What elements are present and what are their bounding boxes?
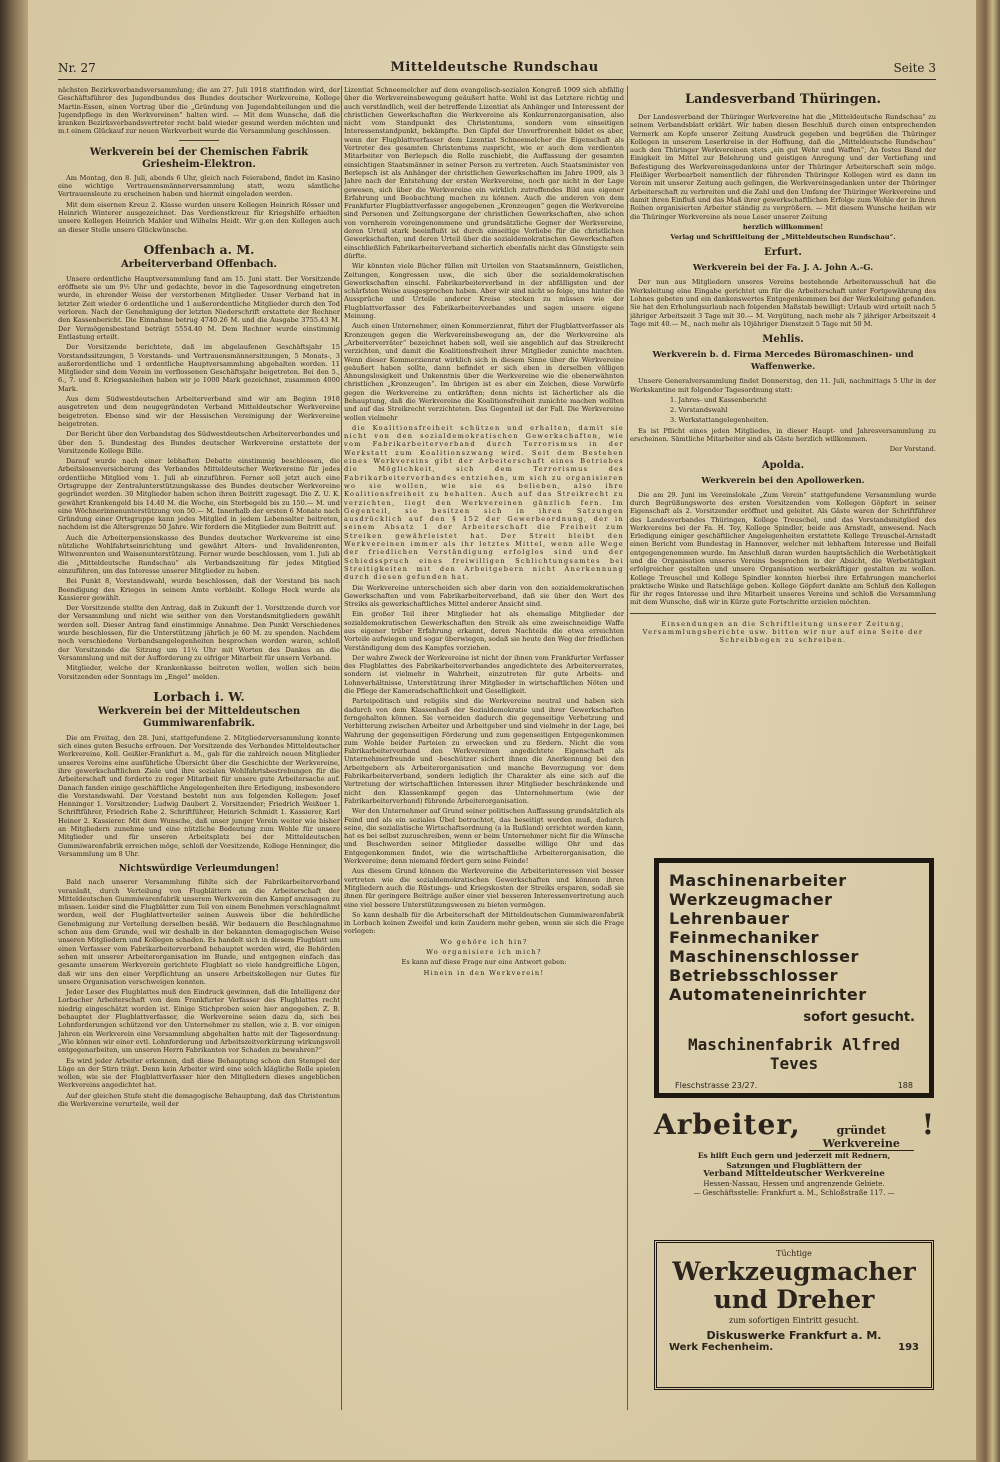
paragraph: Unsere ordentliche Hauptversammlung fand am 15. Juni statt. Der Vorsitzende eröffnete sie um 9½ Uhr und gedachte, bevor in die Tagesordnung eingetreten wurde, in ehrender Weise der verstorbenen Mitglieder. Unser Verband hat in letzter Zeit wieder 6 ordentliche und 1 außerordentliche Mitglieder durch den Tod verloren. Nach der Genehmigung der letzten Niederschrift erstattete der Rechner den Kassenbericht. Die Einnahme betrug 4740.26 M. und die Ausgabe 3755.43 M. Der Vermögensbestand beträgt 5554.40 M. Dem Rechner wurde einstimmig Entlastung erteilt. (58, 274, 340, 341)
ad-number: 188 (897, 1081, 913, 1090)
ad-line: — Geschäftsstelle: Frankfurt a. M., Schloßstraße 117. — (693, 1188, 895, 1197)
question-3: Es kann auf diese Frage nur eine Antwort geben: (401, 958, 567, 967)
page-label: Seite 3 (893, 60, 936, 75)
job-title: Betriebsschlosser (669, 966, 839, 985)
ad-line: Verband Mitteldeutscher Werkvereine (703, 1169, 885, 1179)
agenda-item: 3. Werkstattangelegenheiten. (670, 416, 769, 425)
paragraph: Auch die Arbeiterpensionskasse des Bundes deutscher Werkvereine ist eine nützliche Wohlfahrtseinrichtung und gewährt Alters- und Invalidenrenten, Witwenrenten und Waisenunterstützung. Ferner wurde beschlossen, vom 1. Juli ab die „Mitteldeutsche Rundschau“ als Verbandszeitung für jedes Mitglied einzuführen, um das Interesse unserer Mitglieder zu heben. (58, 533, 340, 575)
paragraph: Der wahre Zweck der Werkvereine ist nicht der ihnen vom Frankfurter Verfasser des Flugblattes des Fabrikarbeiterverbandes angedichtete des Arbeiterverrates, sondern ist vielmehr in Wahrheit, einzutreten für gute Arbeits- und Lohnverhältnisse, Unterstützung ihrer Mitglieder in wirtschaftlichen Nöten und die Pflege der Kameradschaftlichkeit und Geselligkeit. (344, 653, 624, 696)
subheading-mercedes: Werkverein b. d. Firma Mercedes Büromaschinen- und Waffenwerke. (652, 350, 914, 373)
running-head (58, 58, 936, 80)
address-row (669, 1081, 919, 1090)
page-number: Nr. 27 (58, 60, 96, 75)
heading-lorbach: Lorbach i. W. (153, 688, 245, 704)
paragraph: Es ist Pflicht eines jeden Mitgliedes, in dieser Haupt- und Jahresversammlung zu erscheinen. Sämtliche Mitarbeiter sind als Gäste herzlich willkommen. (630, 426, 936, 444)
job-title: Lehrenbauer (669, 909, 790, 928)
job-title: Werkzeugmacher (669, 890, 833, 909)
heading-erfurt: Erfurt. (764, 247, 802, 259)
paragraph: Der Bericht über den Verbandstag des Südwestdeutschen Arbeiterverbandes und über den 5. Bundestag des Bundes deutscher Werkvereine erstattete der Vorsitzende Kollege Bille. (58, 430, 340, 455)
paragraph: Ein großer Teil ihrer Mitglieder hat als ehemalige Mitglieder der sozialdemokratischen Gewerkschaften den Streik als eine zweischneidige Waffe aus eigener trüber Erfahrung erkannt, deren Nachteile die etwa erreichten Vorteile aufwiegen und sogar überwiegen, sodaß sie heute den Weg der friedlichen Verständigung dem des Kampfes vorziehen. (344, 610, 624, 652)
headline-gruendet: gründet Werkvereine (809, 1124, 914, 1151)
paragraph: Jeder Leser des Flugblattes muß den Eindruck gewinnen, daß die Intelligenz der Lorbacher Arbeiterschaft von dem Frankfurter Verfasser des Flugblattes recht niedrig eingeschätzt worden ist. Einige Stichproben seien hier angegeben. Z. B. behauptet der Flugblattverfasser, die Werkvereine seien dazu da, sich bei Lohnforderungen schützend vor den Unternehmer zu stellen, wie z. B. vor einigen Jahren ein Werkverein eine Versammlung abgehalten hatte mit der Tagesordnung: „Wie können wir einer evtl. Lohnforderung und Arbeitszeitverkürzung wirkungsvoll entgegenarbeiten, um unseren Herrn Fabrikanten vor Schaden zu bewahren?“ (58, 988, 340, 1055)
paragraph: Darauf wurde nach einer lebhaften Debatte einstimmig beschlossen, die Arbeitslosenversicherung des Verbandes Mitteldeutscher Werkvereine für jedes ordentliche Mitglied vom 1. Juli ab einzuführen. Ferner soll jetzt auch eine Ortsgruppe der Zentralunterstützungskasse des Bundes deutscher Werkvereine gegründet werden. 30 Mitglieder haben schon ihren Beitritt zugesagt. Die Z. U. K. gewährt Krankengeld bis 14.40 M. die Woche, ein Sterbegeld bis zu 150.— M. und eine Wöchnerinnenunterstützung von 50.— M. Innerhalb der ersten 6 Monate nach Gründung einer Ortsgruppe kann jedes Mitglied in jedem Lebensalter beitreten, nachdem ist die Altersgrenze 50 Jahre. Wir fordern die Mitglieder zum Beitritt auf. (58, 457, 340, 532)
newspaper-page (28, 0, 976, 1462)
paragraph: Es wird jeder Arbeiter erkennen, daß diese Behauptung schon den Stempel der Lüge an der Stirn trägt. Denn kein Arbeiter wird eine solch klägliche Rolle spielen wollen, wie sie der Flugblattverfasser hier den Mitgliedern dieses angeblichen Werkvereins angedichtet hat. (58, 1056, 340, 1090)
editorial-notice: Einsendungen an die Schriftleitung unserer Zeitung, Versammlungsberichte usw. bitten wir nur auf eine Seite der Schreibbogen zu schreiben. (642, 619, 924, 645)
paragraph: Die am Freitag, den 28. Juni, stattgefundene 2. Mitgliederversammlung konnte sich eines guten Besuchs erfreuen. Der Vorsitzende des Verbandes Mitteldeutscher Werkvereine, Koll. Geißler-Frankfurt a. M., gab für die zahlreich neuen Mitglieder unseres Vereins eine ausführliche Übersicht über die Geschichte der Werkvereine, ihre gewerkschaftlichen Ziele und ihre sozialen Wohlfahrtsbestrebungen für die Arbeiterschaft und forderte zu reger Mitarbeit für unsere gute Arbeitersache auf. Danach fanden einige geschäftliche Angelegenheiten ihre Erledigung, insbesondere die Vorstandswahl. Der Vorstand besteht nun aus folgenden Kollegen: Josef Henninger 1. Vorsitzender; Ludwig Daubert 2. Vorsitzender; Friedrich Weißner 1. Schriftführer, Friedrich Rabe 2. Schriftführer, Heinrich Schmidt 1. Kassierer, Karl Heiner 2. Kassierer. Mit dem Wunsche, daß unser junger Verein weiter wie bisher an Mitgliedern zunehme und eine nützliche Bedeutung zum Wohle für unsere Mitglieder und für unseren Arbeitsplatz bei der Mitteldeutschen Gummiwarenfabrik erreichen möge, schloß der Vorsitzende, Kollege Henninger, die Versammlung um 8 Uhr. (58, 733, 340, 858)
job-title: Maschinenschlosser (669, 947, 859, 966)
headline-exclamation: ! (921, 1108, 934, 1141)
signature: Verlag und Schriftleitung der „Mitteldeutschen Rundschau“. (670, 233, 896, 242)
question-2: Wo organisiere ich mich? (426, 947, 542, 956)
signature: Der Vorstand. (889, 445, 936, 454)
answer: Hinein in den Werkverein! (423, 968, 545, 977)
headline-arbeiter: Arbeiter, (654, 1108, 801, 1141)
works-location: Werk Fechenheim. (669, 1342, 774, 1353)
advertisement-diskuswerke (654, 1240, 934, 1390)
paragraph: Die am 29. Juni im Vereinslokale „Zum Verein“ stattgefundene Versammlung wurde durch Begrüßungsworte des ersten Vorsitzenden vom Kollegen Göpfert in seiner Eigenschaft als 2. Vorsitzender eröffnet und geleitet. Als Gäste waren der Schriftführer des Landesverbandes Thüringen, Kollege Treuschel, und das Vorstandsmitglied des Werkvereins bei der Fa. H. Tey, Kollege Spindler, beide aus Arnstadt, anwesend. Nach Erledigung einiger geschäftlicher Angelegenheiten erstattete Kollege Treuschel-Arnstadt einen Bericht vom Bundestag in Hannover, welcher mit lebhaftem Interesse und Beifall entgegengenommen wurde. Im Anschluß daran wurden hauptsächlich die Werbetätigkeit und die Organisation unseres Vereins besprochen in der Absicht, die Werbetätigkeit erfolgreicher gestalten und unsere Organisation werbekräftiger gestalten zu wollen. Kollege Treuschel und Kollege Spindler konnten hierbei ihre Erfahrungen mancherlei praktische Winke und Ratschläge geben. Kollege Göpfert dankte am Schluß den Kollegen für ihr reges Interesse und ihre Mitarbeit unseres Vereins und schloß die Versammlung mit dem Wunsche, daß wir in Kürze gute Fortschritte erzielen möchten. (630, 490, 936, 607)
article-continuation: nächsten Bezirksverbandsversammlung; die am 27. Juli 1918 stattfinden wird, der Geschäftsführer des Jugendbundes des Bundes deutscher Werkvereine, Kollege Martin-Essen, einen Vortrag über die „Gründung von Jugendabteilungen und die Jugendpflege in den Werkvereinen“ halten wird. — Mit dem Wunsche, daß die kranken Bezirksverbandsvertreter recht bald wieder gesund werden möchten und m.t einem Glückauf zur neuen Werkverbeit wurde die Versammlung geschlossen. (58, 86, 340, 136)
company-name: Diskuswerke Frankfurt a. M. (706, 1329, 882, 1342)
paragraph: Bei Punkt 8, Vorstandswahl, wurde beschlossen, daß der Vorstand bis nach Beendigung des Krieges in seinem Amte verbleibt. Kollege Heck wurde als Kassierer gewählt. (58, 577, 340, 602)
subheading-gummiwaren: Werkverein bei der Mitteldeutschen Gummiwarenfabrik. (97, 705, 301, 729)
paragraph: Der Vorsitzende stellte den Antrag, daß in Zukunft der 1. Vorsitzende durch vor der Versammlung und nicht wie seither von den Vorstandsmitgliedern gewählt werden soll. Dieser Antrag fand einstimmige Annahme. Den Punkt Verschiedenes wurde beschlossen, für die Unterstützung jährlich je 60 M. zu spenden. Nachdem noch verschiedene Verbandsangelegenheiten besprochen worden waren, schloß der Vorsitzende die Sitzung um 11¼ Uhr mit Worten des Dankes an die Versammlung und mit der Aufforderung zu eifriger Mitarbeit für unsern Verband. (58, 604, 340, 662)
paragraph: Die Werkvereine unterscheiden sich aber darin von den sozialdemokratischen Gewerkschaften und vom Fabrikarbeiterverband, daß sie über den Wert des Streiks als gewerkschaftliches Mittel anderer Ansicht sind. (344, 583, 624, 609)
ad-line: Es hilft Euch gern und jederzeit mit Rednern, (697, 1151, 891, 1160)
ad-headline (654, 1108, 934, 1151)
paragraph: Bald nach unserer Versammlung fühlte sich der Fabrikarbeiterverband veranlaßt, durch Verteilung von Flugblättern an die Arbeiterschaft der Mitteldeutschen Gummiwarenfabrik unserem Werkverein den Kampf anzusagen zu müssen. Leider sind die Flugblätter zum Teil von einem Benehmen verschlagnahmt worden, weil der Flugblattverteiler seinen Ausweis über die behördliche Genehmigung zur Verteilung derselben besäß. Wir bedauern die Beschlagnahme schon aus dem Grunde, weil wir deshalb in der bekannten demagogischen Weise unseren Mitgliedern und Kollegen schaden. Es handelt sich in diesem Flugblatt um einen Verfasser vom Fabrikarbeiterverband behauptet werden wird, die Behörden sehen mit unserer Arbeiterorganisation im Bunde, und entgegnen einfach das gesamte unserem Werkverein gerichtete Flugblatt so viele handgreifliche Lügen, daß wir uns den einer Verpflichtung an unsere Arbeitskollegen nur Gutes für unsere Organisation verschweigen konnten. (58, 878, 340, 986)
column-2 (344, 86, 624, 1410)
ad-headline: Werkzeugmacher (672, 1257, 916, 1286)
paragraph: Parteipolitisch und religiös sind die Werkvereine neutral und haben sich dadurch von dem Klassenhaß der Sozialdemokratie und ihrer Gewerkschaften ferngehalten können. Sie verneiden dadurch die gegenseitige Verhetzung und Verbitterung zwischen Arbeiter und Arbeitgeber und sind vielmehr in der Lage, bei Wahrung der gegenseitigen Förderung und zum gegenseitigen Entgegenkommen zum Wohle beider Parteien zu erwecken und zu fördern. Nicht die vom Fabrikarbeiterverband den Werkvereinen angedichtete Eigenschaft als Unternehmerfreunde und -beschützer sichert ihnen die Anerkennung bei den Arbeitgebern als Arbeiterorganisation und manche Bevorzugung vor dem Fabrikarbeiterverband, sondern lediglich ihr Charakter als eine sich auf die Vertretung der wirtschaftlichen Interessen ihrer Mitglieder beschränkende und nicht den Klassenkampf gegen das Unternehmertum (wie der Fabrikarbeiterverband) führende Arbeiterorganisation. (344, 697, 624, 805)
divider (179, 140, 219, 141)
ad-line: Hessen-Nassau, Hessen und angrenzende Gebiete. (703, 1179, 885, 1188)
address-row (663, 1342, 925, 1353)
paragraph: Der Landesverband der Thüringer Werkvereine hat die „Mitteldeutsche Rundschau“ zu seinem Verbandsblatt erklärt. Wir haben diesen Beschluß durch einen entsprechenden Vermerk am Kopfe unserer Zeitung Ausdruck gegeben und begrüßen die Thüringer Kollegen in unserem Leserkreise in der Hoffnung, daß die „Mitteldeutsche Rundschau“ auch den Thüringer Werkvereinen stets „ein gut Wehr und Waffen“, An festes Band der Einigkeit im Mittel zur Belehrung und geistigen Anregung und der Vertiefung und Befestigung des Werkvereinsgedankens unter der Thüringer Arbeiterschaft sein möge. Fleißiger Werbearbeit namentlich der führenden Thüringer Kollegen wird es dann im Verein mit unserer Zeitung auch gelingen, die Werkvereinsgedanken unter der Thüringer Arbeiterschaft zu verbreiten und die Zahl und den Umfang der Thüringer Werkvereine und damit ihren Einfluß und das Maß ihrer gewerkschaftlichen Erfolge zum Wohle der in ihren Reihen organisierten Arbeiter ständig zu vergrößern. — Mit diesem Wunsche heißen wir die Thüringer Werkvereine als neue Leser unserer Zeitung (630, 113, 936, 221)
paragraph: Auf der gleichen Stufe steht die demagogische Behauptung, daß das Christentum die Werkvereine verurteile, weil der (58, 1091, 340, 1108)
paragraph: Unsere Generalversammlung findet Donnerstag, den 11. Juli, nachmittags 5 Uhr in der Werkskantine mit folgender Tagesordnung statt: (630, 377, 936, 394)
company-name: Maschinenfabrik Alfred Teves (688, 1035, 900, 1073)
column-rule-2 (627, 86, 628, 1410)
ad-intro: Tüchtige (776, 1249, 812, 1258)
ad-number: 193 (898, 1342, 919, 1353)
paragraph: Der nun aus Mitgliedern unseres Vereins bestehende Arbeiterausschuß hat die Werksleitung eine Eingabe gerichtet um für die Arbeiterschaft unter Fortgewährung des Lohnes gebeten und ein dankenswertes Entgegenkommen bei der Werksleitung gefunden. Sie hat den Erholungsurlaub nach folgenden Maßstab bewilligt: Urlaub wird erteilt nach 5 jähriger Arbeitszeit 3 Tage mit 30.— M. Vergütung, nach mehr als 7 jähriger Arbeitszeit 4 Tage mit 40.— M., nach mehr als 10jähriger Dienstzeit 5 Tage mit 50 M. (630, 278, 936, 328)
paper-title: Mitteldeutsche Rundschau (390, 60, 599, 75)
paragraph: Mit dem eisernen Kreuz 2. Klasse wurden unsere Kollegen Heinrich Rösser und Heinrich Winterer ausgezeichnet. Das Verdienstkreuz für Kriegshilfe erhielten unsere Kollegen Heinrich Mahler und Wilhelm Heidt. Wir g.en den Kollegen auch an dieser Stelle unsere Glückwünsche. (58, 200, 340, 234)
divider (630, 613, 936, 614)
address: Fleschstrasse 23/27. (675, 1081, 758, 1090)
paragraph: Aus diesem Grund können die Werkvereine die Arbeiterinteressen viel besser vertreten wie die sozialdemokratischen Gewerkschaften und können ihren Mitgliedern auch die Rüstungs- und Kriegskosten der Streiks ersparen, sodaß sie ihnen für geringere Beiträge außer einer viel besseren Interessenvertretung auch eine viel bessere Unterstützungswesen zu bieten vermögen. (344, 867, 624, 909)
heading-offenbach: Offenbach a. M. (143, 241, 255, 257)
column-rule-1 (341, 86, 342, 1410)
ad-line: Satzungen und Flugblättern der (726, 1160, 862, 1170)
wanted-line: sofort gesucht. (803, 1010, 915, 1025)
heading-griesheim: Werkverein bei der Chemischen Fabrik Griesheim-Elektron. (89, 146, 309, 170)
paragraph: Lizentiat Schneemelcher auf dem evangelisch-sozialen Kongreß 1909 sich abfällig über die Werkvereinsbewegung geäußert hatte. Wohl ist das Letztere richtig und auch verständlich, weil der betreffende Lizentiat als Anhänger und Interessent der christlichen Gewerkschaften die Werkvereine als Konkurrenzorganisation, also nicht vom Standpunkt des Christentums, sondern vom einseitigen Interessenstandpunkt, bekämpfte. Den Gipfel der Unverfrorenheit bildet es aber, wenn der Flugblattverfasser dem Lizentiat Schneemelcher die Eigenschaft als Vertreter des gesamten Christentums zuspricht, wie er auch dem verdienten Mitarbeiter von Berlepsch die Rolle zuschiebt, die Auffassung der gesamten einsichtigen Staatsmänner in seiner Person zu vertreten. Auch Staatsminister von Berlepsch ist als Anhänger der christlichen Gewerkschaften im Jahre 1909, als 3 Jahre nach der Entstehung der ersten Werkvereine, noch gar nicht in der Lage gewesen, sich über die Werkvereine ein wirklich zutreffendes Bild aus eigener Erfahrung und Beobachtung machen zu können. Auch die anderen von dem Frankfurter Flugblattverfasser angegebenen „Kronzeugen“ gegen die Werkvereine sind Personen und Zeitungsorgane der christlichen Gewerkschaften, also schon von vornherein voreingenommene und grundsätzliche Gegner der Werkvereine, deren Urteil stark beeinflußt ist durch einseitige Vorliebe für die christlichen Gewerkschaften, und deren Urteil über die sozialdemokratischen Gewerkschaften einschließlich Fabrikarbeiterverband sicherlich ebenfalls nicht das Günstigste sein dürfte. (344, 86, 624, 260)
heading-apolda: Apolda. (761, 459, 805, 471)
advertisement-werkvereine (654, 1108, 934, 1233)
binding-left (0, 0, 28, 1462)
agenda-item: 2. Vorstandswahl (670, 406, 728, 415)
binding-right (976, 0, 1000, 1462)
column-1 (58, 86, 340, 1410)
advertisement-teves (654, 858, 934, 1098)
agenda-item: 1. Jahres- und Kassenbericht (670, 395, 767, 404)
paragraph: die Koalitionsfreiheit schützen und erhalten, damit sie nicht von den sozialdemokratischen Gewerkschaften, wie vom Fabrikarbeiterverband durch Terrorismus in der Werkstatt zum Koalitionszwang wird. Seit dem Bestehen eines Werkvereins gibt der Arbeiterschaft eines Betriebes die Möglichkeit, sich dem Terrorismus des Fabrikarbeiterverbandes entziehen, um sich zu organisieren wo sie wollen, wie sie es belieben, also ihre Koalitionsfreiheit zu behalten. Auch auf das Streikrecht zu verzichten, liegt den Werkvereinen gänzlich fern. Im Gegenteil, sie besitzen sich in ihren Satzungen ausdrücklich auf den § 152 der Gewerbeordnung, der in seinem Absatz 1 der Arbeiterschaft die Freiheit zum Streiken gewährleistet hat. Der Streit bleibt den Werkvereinen immer als ihr letztes Mittel, wenn alle Wege der friedlichen Verständigung erfolglos sind und der Schiedsspruch eines freiwilligen Schlichtungsamtes bei Streitigkeiten mit den Arbeitgebern nicht Anerkennung durch diesen gefunden hat. (344, 423, 624, 582)
paragraph: Am Montag, den 8. Juli, abends 6 Uhr, gleich nach Feierabend, findet im Kasino eine wichtige Vertrauensmännerversammlung statt, wozu sämtliche Vertrauensleute zu erscheinen haben und hiermit eingeladen werden. (58, 173, 340, 199)
paragraph: Aus dem Südwestdeutschen Arbeiterverband sind wir am Beginn 1918 ausgetreten und dem neugegründeten Verband Mitteldeutscher Werkvereine beigetreten. Ebenso sind wir der Hessischen Vereinigung der Werkvereine beigetreten. (58, 395, 340, 428)
job-title: Automateneinrichter (669, 985, 867, 1004)
job-title: Feinmechaniker (669, 928, 820, 947)
wanted-line: zum sofortigen Eintritt gesucht. (729, 1316, 859, 1325)
paragraph: So kann deshalb für die Arbeiterschaft der Mitteldeutschen Gummiwarenfabrik in Lorbach keinen Zweifel und kein Zaudern mehr geben, wenn sie sich die Frage vorlegen: (344, 910, 624, 936)
ad-headline: und Dreher (713, 1285, 875, 1314)
subheading-arbeiterverband: Arbeiterverband Offenbach. (121, 258, 277, 270)
question-1: Wo gehöre ich hin? (440, 937, 528, 946)
subheading-apollowerke: Werkverein bei den Apollowerken. (701, 475, 865, 486)
heading-verleumdungen: Nichtswürdige Verleumdungen! (118, 864, 280, 875)
welcome-line: herzlich willkommen! (742, 222, 824, 231)
heading-mehlis: Mehlis. (762, 334, 804, 346)
paragraph: Mitglieder, welche der Krankenkasse beitreten wollen, wollen sich beim Vorsitzenden oder Sonntags im „Engel“ melden. (58, 664, 340, 681)
paragraph: Der Vorsitzende berichtete, daß im abgelaufenen Geschäftsjahr 15 Vorstandssitzungen, 5 Vorstands- und Vertrauensmännersitzungen, 5 Monats-, 3 außerordentliche und 1 ordentliche Hauptversammlung abgehalten worden. 11 Mitglieder sind dem Verein im verflossenen Geschäftsjahr beigetreten. Bei den 5., 6., 7. und 8. Kriegsanleihen haben wir je 1000 Mark gezeichnet, zusammen 4000 Mark. (58, 343, 340, 393)
paragraph: Auch einen Unternehmer, einen Kommerzienrat, führt der Flugblattverfasser als Kronzeugen gegen die Werkvereinsbewegung an, der die Werkvereine als „Arbeiterverräter“ bezeichnet haben soll, weil sie angeblich auf das Streikrecht verzichten, und damit die Koalitionsfreiheit ihrer Mitglieder zunichte machten. Wenn dieser Kommerzienrat wirklich sich in diesem Sinne über die Werkvereine geäußert haben sollte, dann befindet er sich eben in derselben völligen Ahnungslosigkeit und Unkenntnis über die Werkvereine wie die obenerwähnten christlichen „Kronzeugen“. Im übrigen ist es aber ein Zeichen, diese Vorwürfe gegen die Werkvereine zu entkräften; denn nichts ist lächerlicher als die Behauptung, daß die Werkvereine die Koalitionsfreiheit zunichte machen wollten und auf das Streikrecht verzichteten. Das Gegenteil ist der Fall. Die Werkvereine wollen vielmehr (344, 322, 624, 422)
subheading-john: Werkverein bei der Fa. J. A. John A.-G. (692, 263, 874, 274)
heading-thueringen: Landesverband Thüringen. (684, 92, 882, 107)
paragraph: Wir könnten viele Bücher füllen mit Urteilen von Staatsmännern, Geistlichen, Zeitungen, Kongressen usw., die sich über die sozialdemokratischen Gewerkschaften einschl. Fabrikarbeiterverband in der abfälligsten und der schärfsten Weise ausgesprochen haben. Aber wir sind nicht so feige, uns hinter die Aussprüche und Urteile anderer Kreise stecken zu müssen wie der Flugblattverfasser des Fabrikarbeiterverbandes und sagen unsere eigene Meinung. (344, 262, 624, 321)
paragraph: Wer den Unternehmer auf Grund seiner politischen Auffassung grundsätzlich als Feind und als ein soziales Übel betrachtet, das beseitigt werden muß, dadurch seine, die sozialistische Wirtschaftsordnung (a la Rußland) errichtet werden kann, hat es bei selbst zuzuschreiben, wenn er beim Unternehmer nicht für die Wünsche und Beschwerden seiner Mitglieder dasselbe willige Ohr und das Entgegenkommen findet, wie die wirtschaftliche Arbeiterorganisation, die Werkvereine; denn niemand fördert gern seine Feinde! (344, 807, 624, 866)
job-title: Maschinenarbeiter (669, 871, 847, 890)
